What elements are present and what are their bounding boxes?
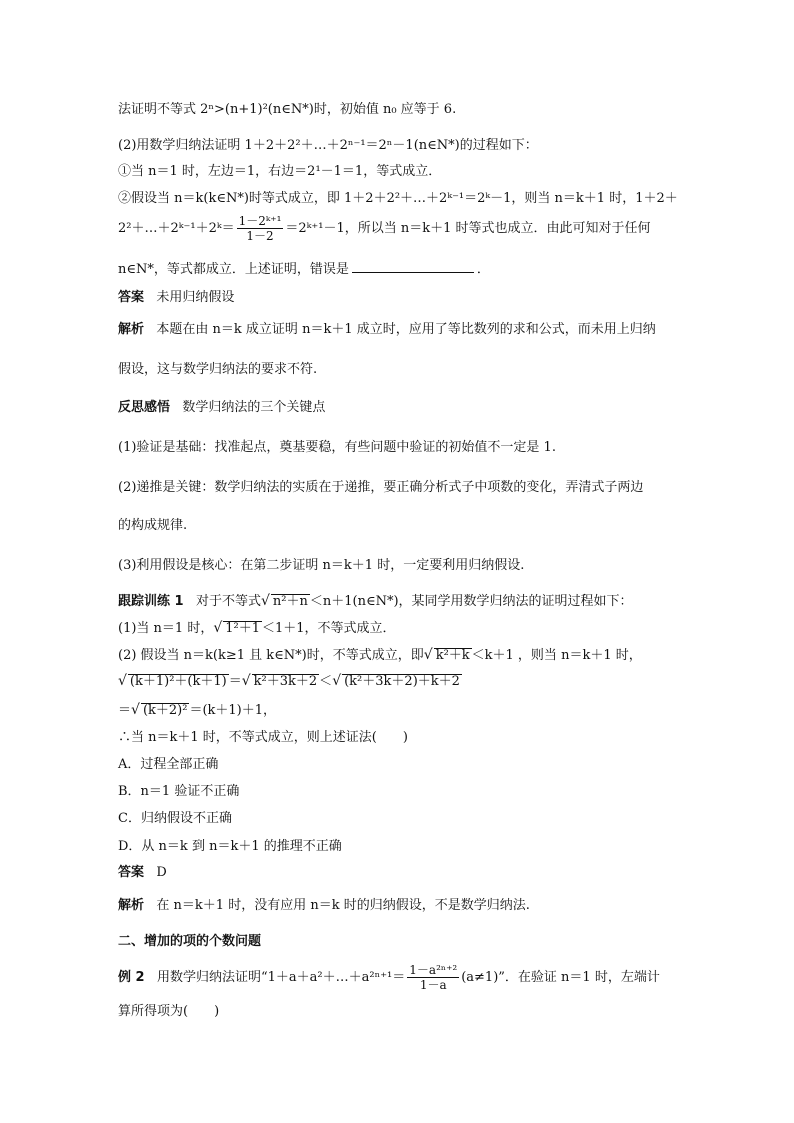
text-span: 对于不等式	[195, 594, 261, 609]
answer-tag: 答案	[118, 290, 145, 305]
option-b: B．n＝1 验证不正确	[118, 784, 240, 799]
analysis-line	[118, 321, 656, 339]
text-line: (3)利用假设是核心：在第二步证明 n＝k＋1 时，一定要利用归纳假设.	[118, 558, 525, 573]
radical-sign: √	[131, 702, 140, 718]
text-span: ．	[476, 262, 490, 277]
text-line: ①当 n＝1 时，左边＝1，右边＝2¹－1＝1，等式成立．	[118, 164, 442, 179]
practice-tag: 跟踪训练 1	[118, 594, 184, 609]
analysis-line	[118, 897, 530, 915]
practice-heading	[118, 592, 633, 611]
radicand: k²＋k	[435, 648, 470, 663]
reflection-tag: 反思感悟	[118, 400, 171, 415]
text-line	[118, 619, 396, 638]
fraction-numerator: 1－2ᵏ⁺¹	[238, 214, 282, 228]
answer-text: D	[156, 865, 167, 880]
text-span: n∈N*，等式都成立．上述证明，错误是	[118, 262, 349, 277]
radicand: k²＋3k＋2	[253, 674, 318, 689]
radicand: (k＋2)²	[142, 703, 188, 718]
text-span: 用数学归纳法证明“1＋a＋a²＋…＋a²ⁿ⁺¹＝	[156, 970, 406, 985]
analysis-tag: 解析	[118, 898, 145, 913]
fraction-denominator: 1－a	[419, 978, 447, 992]
text-span: ＜	[319, 674, 333, 689]
radical-sign: √	[241, 673, 251, 689]
answer-line	[118, 864, 167, 882]
radical-sign: √	[332, 673, 342, 689]
analysis-tag: 解析	[118, 322, 145, 337]
section-heading: 二、增加的项的个数问题	[118, 934, 262, 949]
text-span: ＜k＋1 ，则当 n＝k＋1 时，	[471, 648, 642, 663]
option-c: C．归纳假设不正确	[118, 811, 232, 826]
reflection-title: 数学归纳法的三个关键点	[182, 400, 326, 415]
text-line: ∴当 n＝k＋1 时，不等式成立，则上述证法( )	[118, 730, 408, 745]
text-line	[118, 701, 276, 720]
fraction-numerator: 1－a²ⁿ⁺²	[409, 963, 458, 977]
answer-line	[118, 289, 234, 307]
analysis-text: 本题在由 n＝k 成立证明 n＝k＋1 成立时，应用了等比数列的求和公式，而未用上归纳	[156, 322, 656, 337]
answer-blank	[352, 260, 474, 273]
example-line	[118, 963, 660, 992]
text-span: ＝	[118, 703, 132, 718]
analysis-text: 在 n＝k＋1 时，没有应用 n＝k 时的归纳假设，不是数学归纳法.	[156, 898, 530, 913]
text-span: ＝(k＋1)＋1，	[189, 703, 277, 718]
text-line: 算所得项为( )	[118, 1004, 220, 1019]
text-line: 假设，这与数学归纳法的要求不符.	[118, 362, 318, 377]
option-a: A．过程全部正确	[118, 757, 219, 772]
radicand: (k＋1)²＋(k＋1)	[129, 674, 227, 689]
text-line: ②假设当 n＝k(k∈N*)时等式成立，即 1＋2＋2²＋…＋2ᵏ⁻¹＝2ᵏ－1，则当 n＝k＋1 时，1＋2＋	[118, 191, 678, 206]
option-d: D．从 n＝k 到 n＝k＋1 的推理不正确	[118, 839, 342, 854]
text-span: (1)当 n＝1 时，	[118, 621, 214, 636]
fraction	[407, 963, 459, 992]
radicand: n²＋n	[272, 594, 308, 609]
fraction-denominator: 1－2	[246, 229, 274, 243]
answer-text: 未用归纳假设	[156, 290, 235, 305]
radical-sign: √	[423, 647, 433, 663]
radicand: 1²＋1	[225, 621, 261, 636]
text-span: ＝2ᵏ⁺¹－1，所以当 n＝k＋1 时等式也成立．由此可知对于任何	[285, 221, 651, 236]
text-span: (2) 假设当 n＝k(k≥1 且 k∈N*)时，不等式成立，即	[118, 648, 424, 663]
fraction	[237, 214, 284, 243]
radical-sign: √	[261, 593, 270, 609]
text-span: ＝	[228, 674, 242, 689]
radical-sign: √	[213, 620, 223, 636]
reflection-heading	[118, 399, 325, 417]
text-line: 法证明不等式 2ⁿ>(n+1)²(n∈N*)时，初始值 n₀ 应等于 6.	[118, 102, 457, 117]
text-span: ＜n＋1(n∈N*)，某同学用数学归纳法的证明过程如下：	[309, 594, 633, 609]
radical-sign: √	[118, 673, 127, 689]
text-line	[118, 646, 642, 665]
text-line: (1)验证是基础：找准起点，奠基要稳，有些问题中验证的初始值不一定是 1.	[118, 440, 556, 455]
text-line: (2)用数学归纳法证明 1＋2＋2²＋…＋2ⁿ⁻¹＝2ⁿ－1(n∈N*)的过程如下：	[118, 138, 538, 153]
text-span: ＜1＋1，不等式成立．	[262, 621, 396, 636]
text-line: 的构成规律.	[118, 518, 188, 533]
text-span: 2²＋…＋2ᵏ⁻¹＋2ᵏ＝	[118, 221, 235, 236]
radicand: (k²＋3k＋2)＋k＋2	[344, 674, 460, 689]
text-line	[118, 672, 462, 691]
text-line	[118, 214, 651, 243]
text-span: (a≠1)”．在验证 n＝1 时，左端计	[461, 970, 660, 985]
text-line: (2)递推是关键：数学归纳法的实质在于递推，要正确分析式子中项数的变化，弄清式子两边	[118, 480, 644, 495]
answer-tag: 答案	[118, 865, 145, 880]
text-line	[118, 260, 490, 279]
example-tag: 例 2	[118, 970, 145, 985]
